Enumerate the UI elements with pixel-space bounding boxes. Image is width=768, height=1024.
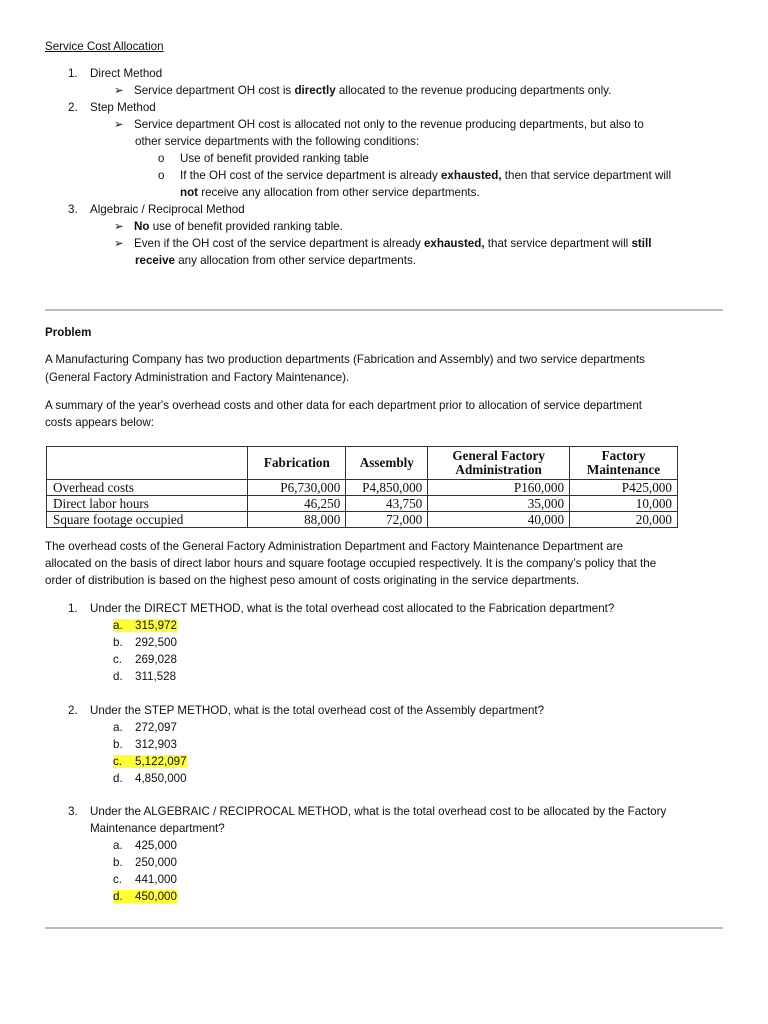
answer-highlight: d. 450,000: [113, 890, 177, 903]
table-cell: P6,730,000: [248, 480, 346, 496]
question-1-choice-b: b. 292,500: [113, 636, 177, 649]
table-cell: 40,000: [428, 512, 570, 528]
method-1-bullet: ➢ Service department OH cost is directly allocated to the revenue producing departments only.: [114, 84, 612, 97]
problem-para-3-cont-2: order of distribution is based on the highest peso amount of costs originating in the service departments.: [45, 574, 580, 587]
table-cell: P4,850,000: [346, 480, 428, 496]
answer-highlight: a. 315,972: [113, 619, 177, 632]
method-2-sub-2-cont: not receive any allocation from other service departments.: [180, 186, 480, 199]
table-header-assembly: Assembly: [346, 447, 428, 480]
problem-para-2-cont: costs appears below:: [45, 416, 154, 429]
table-header-blank: [47, 447, 248, 480]
table-cell: 88,000: [248, 512, 346, 528]
divider: [45, 309, 723, 311]
table-header-fabrication: Fabrication: [248, 447, 346, 480]
question-2: 2. Under the STEP METHOD, what is the total overhead cost of the Assembly department?: [68, 704, 545, 717]
table-row: [47, 480, 678, 496]
table-cell: 72,000: [346, 512, 428, 528]
question-2-choice-d: d. 4,850,000: [113, 772, 187, 785]
question-1-choice-d: d. 311,528: [113, 670, 177, 683]
arrow-bullet-icon: ➢: [114, 84, 124, 97]
table-cell: P425,000: [570, 480, 678, 496]
problem-para-3-cont-1: allocated on the basis of direct labor hours and square footage occupied respectively. It is the company’s policy that the: [45, 557, 657, 570]
question-3-cont: Maintenance department?: [90, 822, 225, 835]
table-cell: Direct labor hours: [47, 496, 248, 512]
method-2: 2. Step Method: [68, 101, 156, 114]
circle-bullet-icon: o: [158, 169, 165, 182]
table-header-row: [47, 447, 678, 480]
problem-para-2: A summary of the year's overhead costs and other data for each department prior to allocation of service department: [45, 399, 643, 412]
divider-bottom: [45, 927, 723, 929]
method-2-sub-1: o Use of benefit provided ranking table: [158, 152, 369, 165]
method-2-bullet: ➢ Service department OH cost is allocated not only to the revenue producing departments, but also to: [114, 118, 644, 131]
table-cell: 10,000: [570, 496, 678, 512]
question-1: 1. Under the DIRECT METHOD, what is the total overhead cost allocated to the Fabrication department?: [68, 602, 615, 615]
answer-highlight: c. 5,122,097: [113, 755, 187, 768]
method-3: 3. Algebraic / Reciprocal Method: [68, 203, 245, 216]
table-cell: 35,000: [428, 496, 570, 512]
method-3-bullet-2: ➢ Even if the OH cost of the service department is already exhausted, that service department will still: [114, 237, 652, 250]
table-cell: 46,250: [248, 496, 346, 512]
method-2-bullet-cont: other service departments with the following conditions:: [135, 135, 420, 148]
arrow-bullet-icon: ➢: [114, 118, 124, 131]
question-2-choice-c: [113, 753, 187, 770]
question-2-choice-a: a. 272,097: [113, 721, 177, 734]
question-3-choice-a: a. 425,000: [113, 839, 177, 852]
table-row: [47, 512, 678, 528]
table-header-gfa: General Factory Administration: [428, 447, 570, 480]
problem-heading: Problem: [45, 326, 92, 339]
table-header-fm: Factory Maintenance: [570, 447, 678, 480]
table-row: [47, 496, 678, 512]
question-2-choice-b: b. 312,903: [113, 738, 177, 751]
arrow-bullet-icon: ➢: [114, 237, 124, 250]
question-1-choice-a: [113, 617, 177, 634]
method-3-bullet-2-cont: receive any allocation from other service departments.: [135, 254, 416, 267]
problem-para-1-cont: (General Factory Administration and Factory Maintenance).: [45, 371, 350, 384]
question-3-choice-c: c. 441,000: [113, 873, 177, 886]
table-cell: P160,000: [428, 480, 570, 496]
arrow-bullet-icon: ➢: [114, 220, 124, 233]
question-1-choice-c: c. 269,028: [113, 653, 177, 666]
method-2-sub-2: o If the OH cost of the service department is already exhausted, then that service department will: [158, 169, 672, 182]
table-cell: 43,750: [346, 496, 428, 512]
question-3-choice-b: b. 250,000: [113, 856, 177, 869]
table-cell: Overhead costs: [47, 480, 248, 496]
table-cell: Square footage occupied: [47, 512, 248, 528]
department-data-table: [46, 446, 678, 528]
problem-para-3: The overhead costs of the General Factory Administration Department and Factory Maintenance Department are: [45, 540, 624, 553]
method-1: 1. Direct Method: [68, 67, 163, 80]
question-3-choice-d: [113, 888, 177, 905]
table-cell: 20,000: [570, 512, 678, 528]
question-3: 3. Under the ALGEBRAIC / RECIPROCAL METHOD, what is the total overhead cost to be allocated by the Factory: [68, 805, 667, 818]
circle-bullet-icon: o: [158, 152, 165, 165]
problem-para-1: A Manufacturing Company has two production departments (Fabrication and Assembly) and two service departments: [45, 353, 645, 366]
section-title: Service Cost Allocation: [45, 40, 164, 53]
method-3-bullet-1: ➢ No use of benefit provided ranking table.: [114, 220, 343, 233]
